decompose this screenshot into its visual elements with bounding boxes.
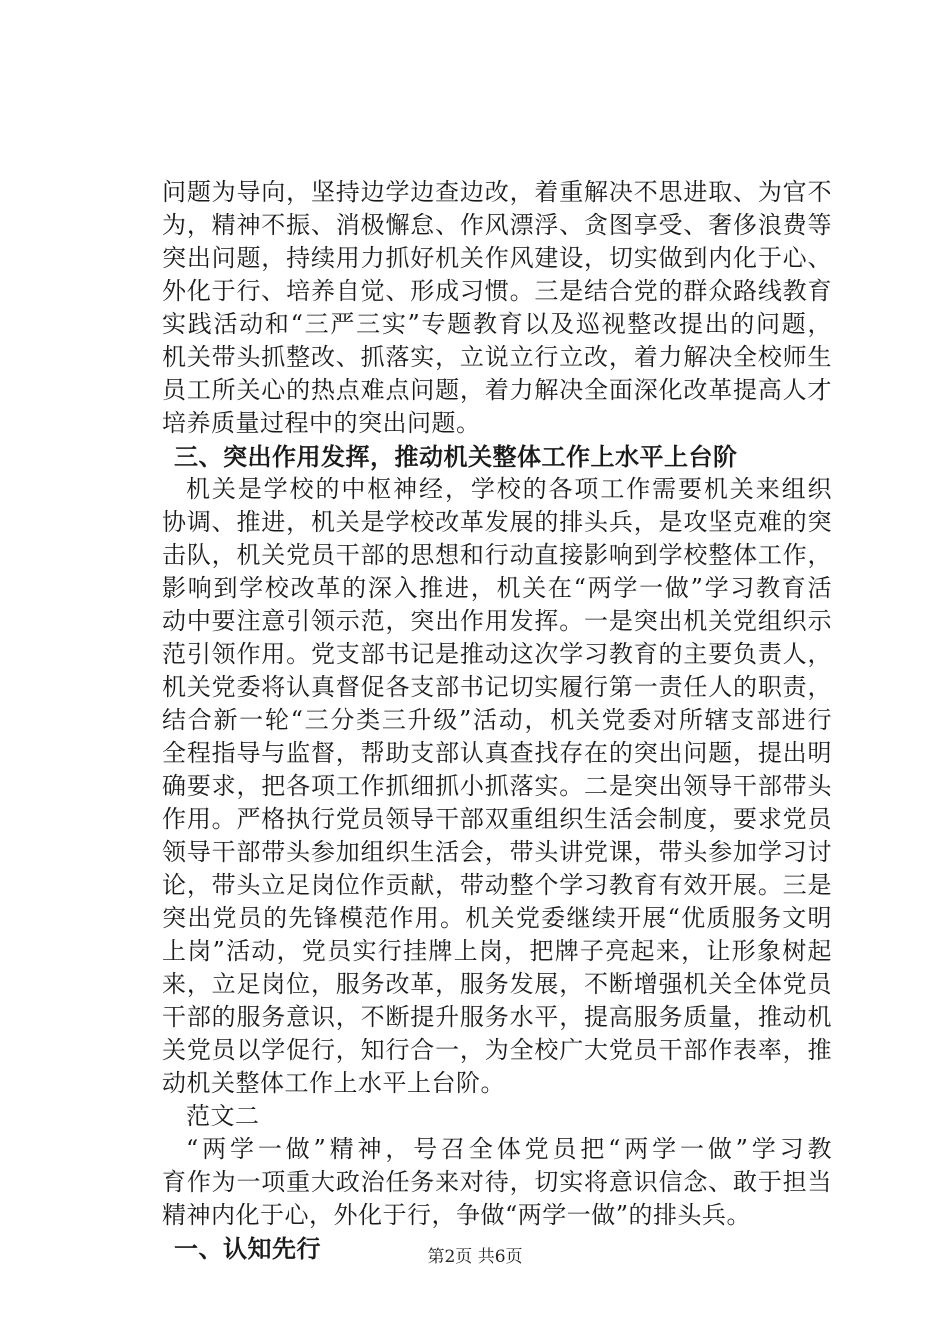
- text-line: 论，带头立足岗位作贡献，带动整个学习教育有效开展。三是: [162, 871, 832, 899]
- text-line: 来，立足岗位，服务改革，服务发展，不断增强机关全体党员: [162, 970, 832, 998]
- page-number-footer: 第2页 共6页: [427, 1247, 523, 1267]
- text-line: 范引领作用。党支部书记是推动这次学习教育的主要负责人，: [162, 640, 832, 668]
- paragraph-1: [162, 176, 832, 440]
- paragraph-3: [162, 1133, 832, 1232]
- text-line: 干部的服务意识，不断提升服务水平，提高服务质量，推动机: [162, 1003, 832, 1031]
- text-line: 动中要注意引领示范，突出作用发挥。一是突出机关党组织示: [162, 607, 832, 635]
- text-line: 影响到学校改革的深入推进，机关在“两学一做”学习教育活: [162, 574, 832, 602]
- text-line: 机关是学校的中枢神经，学校的各项工作需要机关来组织: [186, 475, 832, 503]
- text-line: 动机关整体工作上水平上台阶。: [162, 1069, 505, 1097]
- paragraph-2: [162, 473, 832, 1100]
- text-line: 为，精神不振、消极懈怠、作风漂浮、贪图享受、奢侈浪费等: [162, 211, 832, 239]
- text-line: 员工所关心的热点难点问题，着力解决全面深化改革提高人才: [162, 376, 832, 404]
- text-line: 全程指导与监督，帮助支部认真查找存在的突出问题，提出明: [162, 739, 832, 767]
- section-heading-3: 三、突出作用发挥，推动机关整体工作上水平上台阶: [174, 442, 738, 471]
- text-line: 机关带头抓整改、抓落实，立说立行立改，着力解决全校师生: [162, 343, 832, 371]
- text-line: 机关党委将认真督促各支部书记切实履行第一责任人的职责，: [162, 673, 832, 701]
- text-line: 突出问题，持续用力抓好机关作风建设，切实做到内化于心、: [162, 244, 832, 272]
- text-line: 培养质量过程中的突出问题。: [162, 409, 481, 437]
- text-line: 外化于行、培养自觉、形成习惯。三是结合党的群众路线教育: [162, 277, 832, 305]
- text-line: 作用。严格执行党员领导干部双重组织生活会制度，要求党员: [162, 805, 832, 833]
- section-heading-1: 一、认知先行: [174, 1234, 321, 1263]
- sample-label: 范文二: [186, 1102, 260, 1130]
- text-line: 确要求，把各项工作抓细抓小抓落实。二是突出领导干部带头: [162, 772, 832, 800]
- text-line: 击队，机关党员干部的思想和行动直接影响到学校整体工作，: [162, 541, 832, 569]
- document-body: [162, 176, 832, 1265]
- text-line: 关党员以学促行，知行合一，为全校广大党员干部作表率，推: [162, 1036, 832, 1064]
- text-line: 领导干部带头参加组织生活会，带头讲党课，带头参加学习讨: [162, 838, 832, 866]
- text-line: 精神内化于心，外化于行，争做“两学一做”的排头兵。: [162, 1201, 752, 1229]
- text-line: 上岗”活动，党员实行挂牌上岗，把牌子亮起来，让形象树起: [162, 937, 832, 965]
- text-line: 育作为一项重大政治任务来对待，切实将意识信念、敢于担当: [162, 1168, 832, 1196]
- text-line: “两学一做”精神，号召全体党员把“两学一做”学习教: [186, 1135, 832, 1163]
- text-line: 协调、推进，机关是学校改革发展的排头兵，是攻坚克难的突: [162, 508, 832, 536]
- text-line: 问题为导向，坚持边学边查边改，着重解决不思进取、为官不: [162, 178, 832, 206]
- text-line: 实践活动和“三严三实”专题教育以及巡视整改提出的问题，: [162, 310, 832, 338]
- text-line: 结合新一轮“三分类三升级”活动，机关党委对所辖支部进行: [162, 706, 832, 734]
- text-line: 突出党员的先锋模范作用。机关党委继续开展“优质服务文明: [162, 904, 832, 932]
